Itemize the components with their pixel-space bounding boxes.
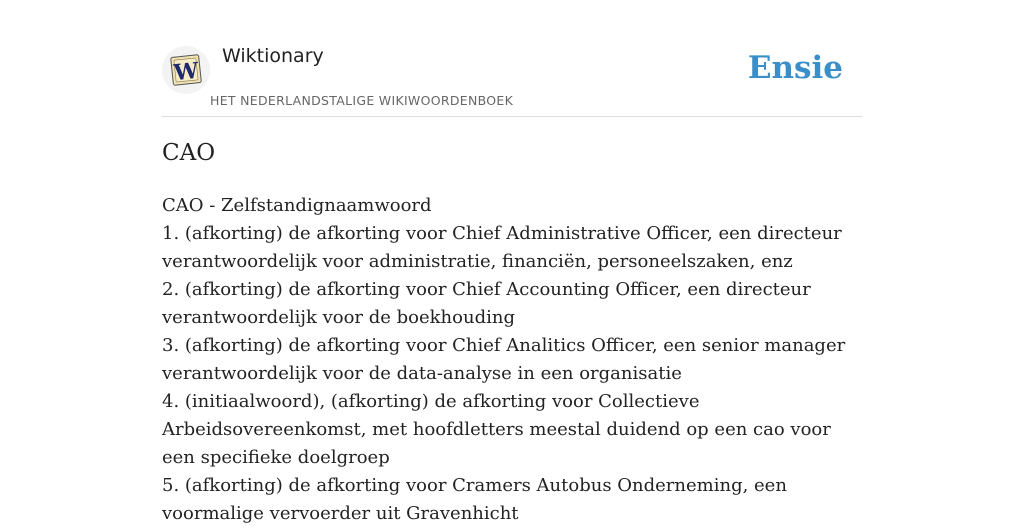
wiktionary-logo-graphic	[166, 50, 206, 90]
ensie-brand-logo[interactable]: Ensie	[747, 50, 843, 86]
definition-item: 3. (afkorting) de afkorting voor Chief Analitics Officer, een senior manager verantwoordelijk voor de data-analyse in een organisatie	[162, 335, 846, 384]
definition-item: 5. (afkorting) de afkorting voor Cramers Autobus Onderneming, een voormalige vervoerder uit Gravenhicht	[162, 475, 787, 524]
site-header	[162, 0, 862, 117]
entry-heading: CAO - Zelfstandignaamwoord	[162, 195, 432, 216]
definition-item: 2. (afkorting) de afkorting voor Chief Accounting Officer, een directeur verantwoordelijk voor de boekhouding	[162, 279, 811, 328]
page-container	[162, 0, 862, 524]
definition-item: 4. (initiaalwoord), (afkorting) de afkorting voor Collectieve Arbeidsovereenkomst, met hoofdletters meestal duidend op een cao voor een specifieke doelgroep	[162, 391, 831, 468]
site-name[interactable]: Wiktionary	[222, 45, 324, 67]
dictionary-entry	[162, 192, 862, 528]
definition-item: 1. (afkorting) de afkorting voor Chief Administrative Officer, een directeur verantwoordelijk voor administratie, financiën, personeelszaken, enz	[162, 223, 842, 272]
site-tagline: HET NEDERLANDSTALIGE WIKIWOORDENBOEK	[210, 93, 514, 108]
logo-letter: W	[172, 57, 200, 87]
wiktionary-logo-icon[interactable]	[162, 46, 210, 94]
page-title: CAO	[162, 140, 216, 166]
